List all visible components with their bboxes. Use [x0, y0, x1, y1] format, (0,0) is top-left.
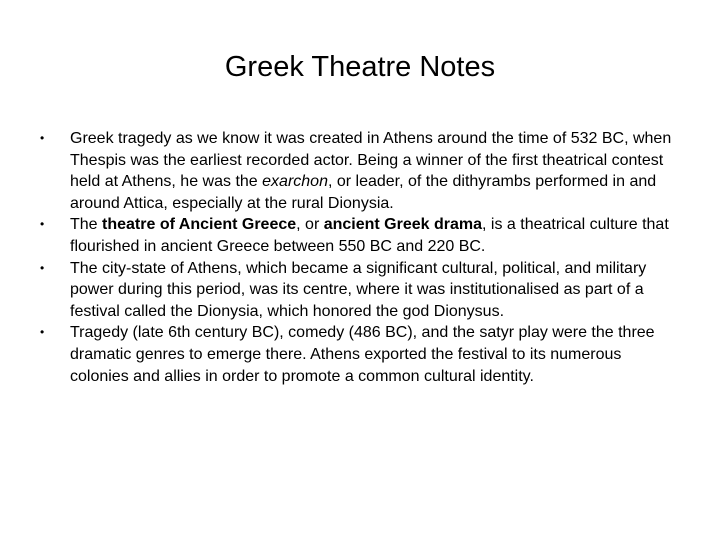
bold-term: theatre of Ancient Greece	[102, 216, 297, 234]
text-segment: , or	[296, 216, 324, 234]
text-segment: Greek tragedy as we know it was created in Athens around the time of 532 BC, when Thespis was the earliest recorded actor. Being a winner of the first theatrical contest held at Athens, he was the	[70, 130, 672, 191]
bullet-item	[40, 322, 680, 387]
bullet-list	[40, 128, 680, 387]
bullet-dot-icon: •	[40, 131, 45, 145]
bullet-item	[40, 128, 680, 214]
bullet-text	[70, 130, 671, 212]
text-segment: , is a theatrical culture that flourished in ancient Greece between 550 BC and 220 BC.	[70, 216, 669, 255]
bullet-dot-icon: •	[40, 217, 45, 232]
bullet-dot-icon: •	[40, 260, 45, 275]
italic-term: exarchon	[262, 173, 328, 191]
text-segment: The	[70, 216, 103, 234]
bold-term: ancient Greek drama	[323, 216, 483, 234]
text-segment: Tragedy (late 6th century BC), comedy (486 BC), and the satyr play were the three dramatic genres to emerge there. Athens exported the festival to its numerous colonies and allies in order to promote a common cultural identity.	[70, 324, 655, 385]
bullet-text	[70, 324, 655, 384]
bullet-item	[40, 214, 680, 257]
bullet-dot-icon: •	[40, 325, 45, 340]
bullet-text	[70, 260, 646, 320]
text-segment: The city-state of Athens, which became a significant cultural, political, and military power during this period, was its centre, where it was institutionalised as part of a festival called the Dionysia, which honored the god Dionysus.	[70, 259, 647, 320]
bullet-text	[70, 216, 669, 255]
bullet-item	[40, 258, 680, 323]
text-segment: , or leader, of the dithyrambs performed in and around Attica, especially at the rural Dionysia.	[70, 173, 657, 212]
slide-title: Greek Theatre Notes	[224, 51, 496, 83]
